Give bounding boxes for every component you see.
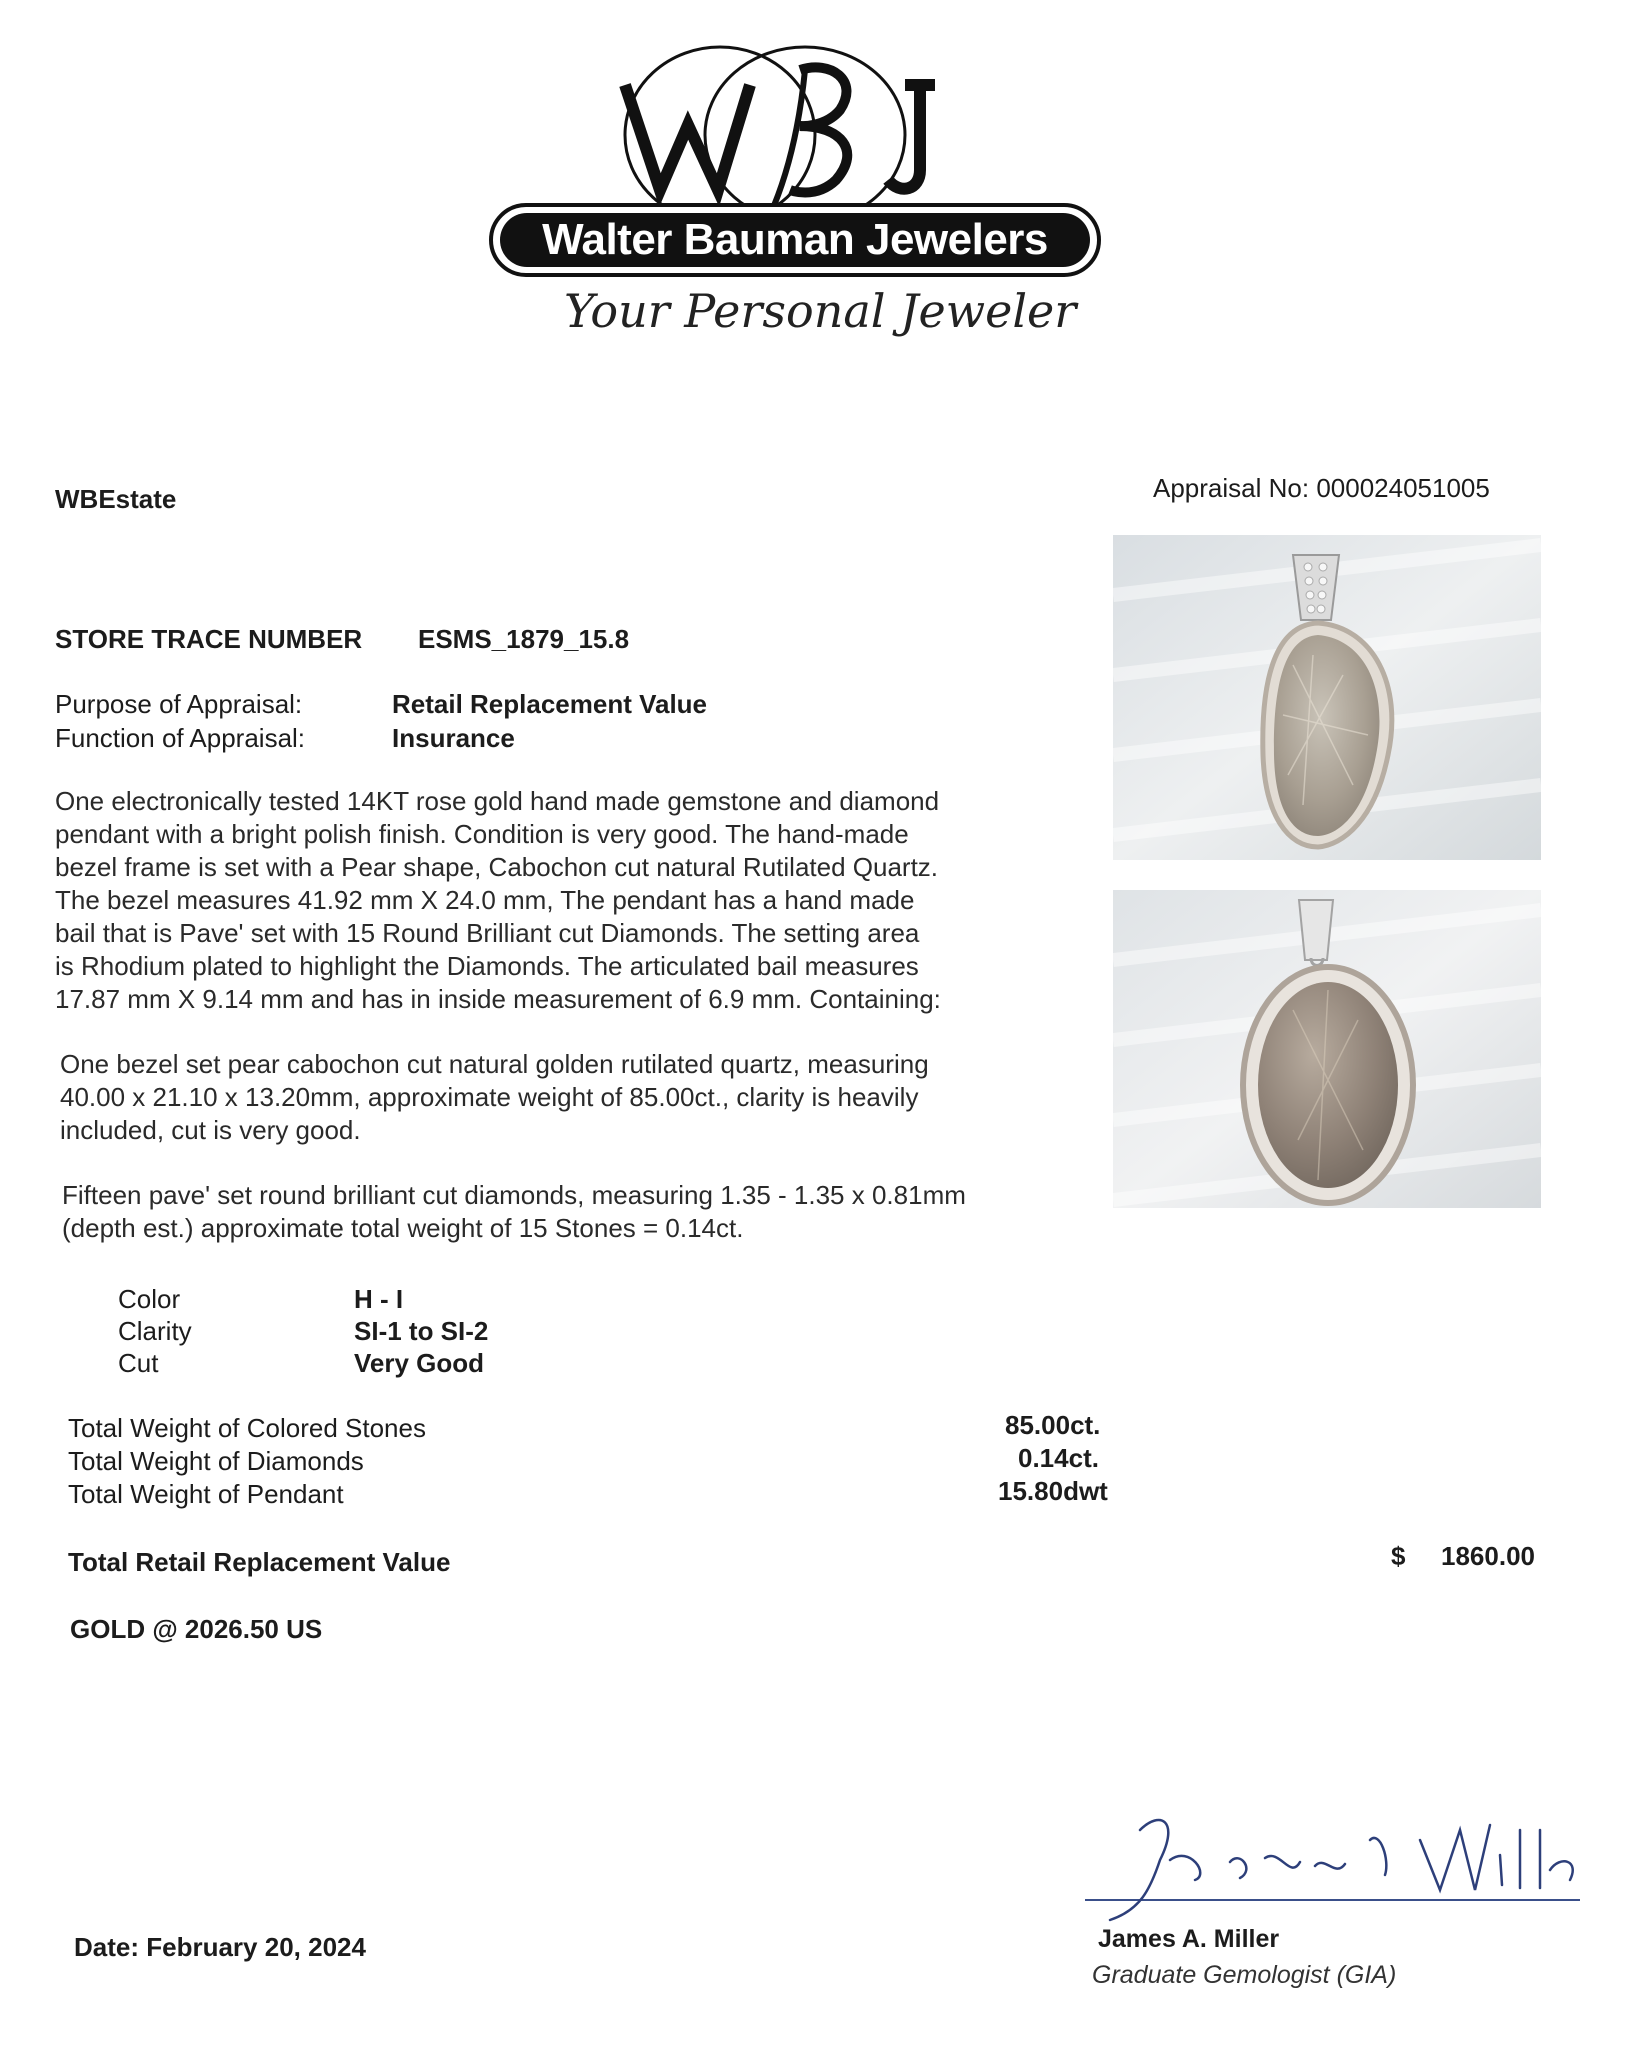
- store-trace-value: ESMS_1879_15.8: [418, 624, 630, 654]
- purpose-value: Retail Replacement Value: [392, 689, 708, 719]
- signer-title: Graduate Gemologist (GIA): [1092, 1961, 1397, 1989]
- replacement-value-amount: 1860.00: [1441, 1541, 1535, 1571]
- total-value-colored-stones: 85.00ct.: [1005, 1410, 1101, 1440]
- description-line: is Rhodium plated to highlight the Diamonds. The articulated bail measures: [55, 951, 919, 981]
- quartz-description: [60, 1048, 929, 1147]
- logo-banner: [489, 203, 1101, 277]
- signature: [1080, 1800, 1600, 1930]
- description-line: 17.87 mm X 9.14 mm and has in inside measurement of 6.9 mm. Containing:: [55, 984, 941, 1014]
- description-line: bezel frame is set with a Pear shape, Cabochon cut natural Rutilated Quartz.: [55, 852, 939, 882]
- appraisal-number-value: 000024051005: [1316, 473, 1490, 503]
- function-label: Function of Appraisal:: [55, 723, 306, 753]
- grade-label-cut: Cut: [118, 1348, 159, 1378]
- replacement-value-label: Total Retail Replacement Value: [68, 1547, 451, 1577]
- description-line: One electronically tested 14KT rose gold hand made gemstone and diamond: [55, 786, 940, 816]
- quartz-line: 40.00 x 21.10 x 13.20mm, approximate weight of 85.00ct., clarity is heavily: [60, 1082, 919, 1112]
- function-value: Insurance: [392, 723, 515, 753]
- store-name: Walter Bauman Jewelers: [500, 213, 1090, 267]
- date-value: February 20, 2024: [146, 1932, 366, 1962]
- appraisal-date: [74, 1932, 366, 1963]
- item-description: [55, 785, 941, 1016]
- signer-name: James A. Miller: [1098, 1925, 1280, 1953]
- grade-label-clarity: Clarity: [118, 1316, 192, 1346]
- currency-symbol: $: [1391, 1541, 1406, 1571]
- grade-value-cut: Very Good: [354, 1348, 485, 1378]
- purpose-label: Purpose of Appraisal:: [55, 689, 303, 719]
- appraisal-number-label: Appraisal No:: [1153, 473, 1310, 503]
- diamond-description: [62, 1179, 966, 1245]
- account-code: WBEstate: [55, 484, 177, 514]
- total-value-pendant: 15.80dwt: [998, 1476, 1108, 1506]
- description-line: The bezel measures 41.92 mm X 24.0 mm, The pendant has a hand made: [55, 885, 915, 915]
- total-label-pendant: Total Weight of Pendant: [68, 1479, 344, 1509]
- description-line: pendant with a bright polish finish. Condition is very good. The hand-made: [55, 819, 909, 849]
- pendant-photo-angle: [1113, 890, 1541, 1208]
- quartz-line: One bezel set pear cabochon cut natural golden rutilated quartz, measuring: [60, 1049, 929, 1079]
- total-label-diamonds: Total Weight of Diamonds: [68, 1446, 364, 1476]
- grade-value-color: H - I: [354, 1284, 404, 1314]
- gold-price: GOLD @ 2026.50 US: [70, 1614, 323, 1644]
- pendant-photo-front: [1113, 535, 1541, 860]
- store-trace-label: STORE TRACE NUMBER: [55, 624, 363, 654]
- appraisal-number: [1153, 473, 1490, 504]
- date-label: Date:: [74, 1932, 140, 1962]
- diamond-line: (depth est.) approximate total weight of 15 Stones = 0.14ct.: [62, 1213, 744, 1243]
- description-line: bail that is Pave' set with 15 Round Brilliant cut Diamonds. The setting area: [55, 918, 920, 948]
- grade-value-clarity: SI-1 to SI-2: [354, 1316, 489, 1346]
- total-value-diamonds: 0.14ct.: [1018, 1443, 1099, 1473]
- quartz-line: included, cut is very good.: [60, 1115, 361, 1145]
- total-label-colored-stones: Total Weight of Colored Stones: [68, 1413, 426, 1443]
- diamond-line: Fifteen pave' set round brilliant cut diamonds, measuring 1.35 - 1.35 x 0.81mm: [62, 1180, 966, 1210]
- grade-label-color: Color: [118, 1284, 181, 1314]
- store-tagline: Your Personal Jeweler: [564, 284, 1077, 338]
